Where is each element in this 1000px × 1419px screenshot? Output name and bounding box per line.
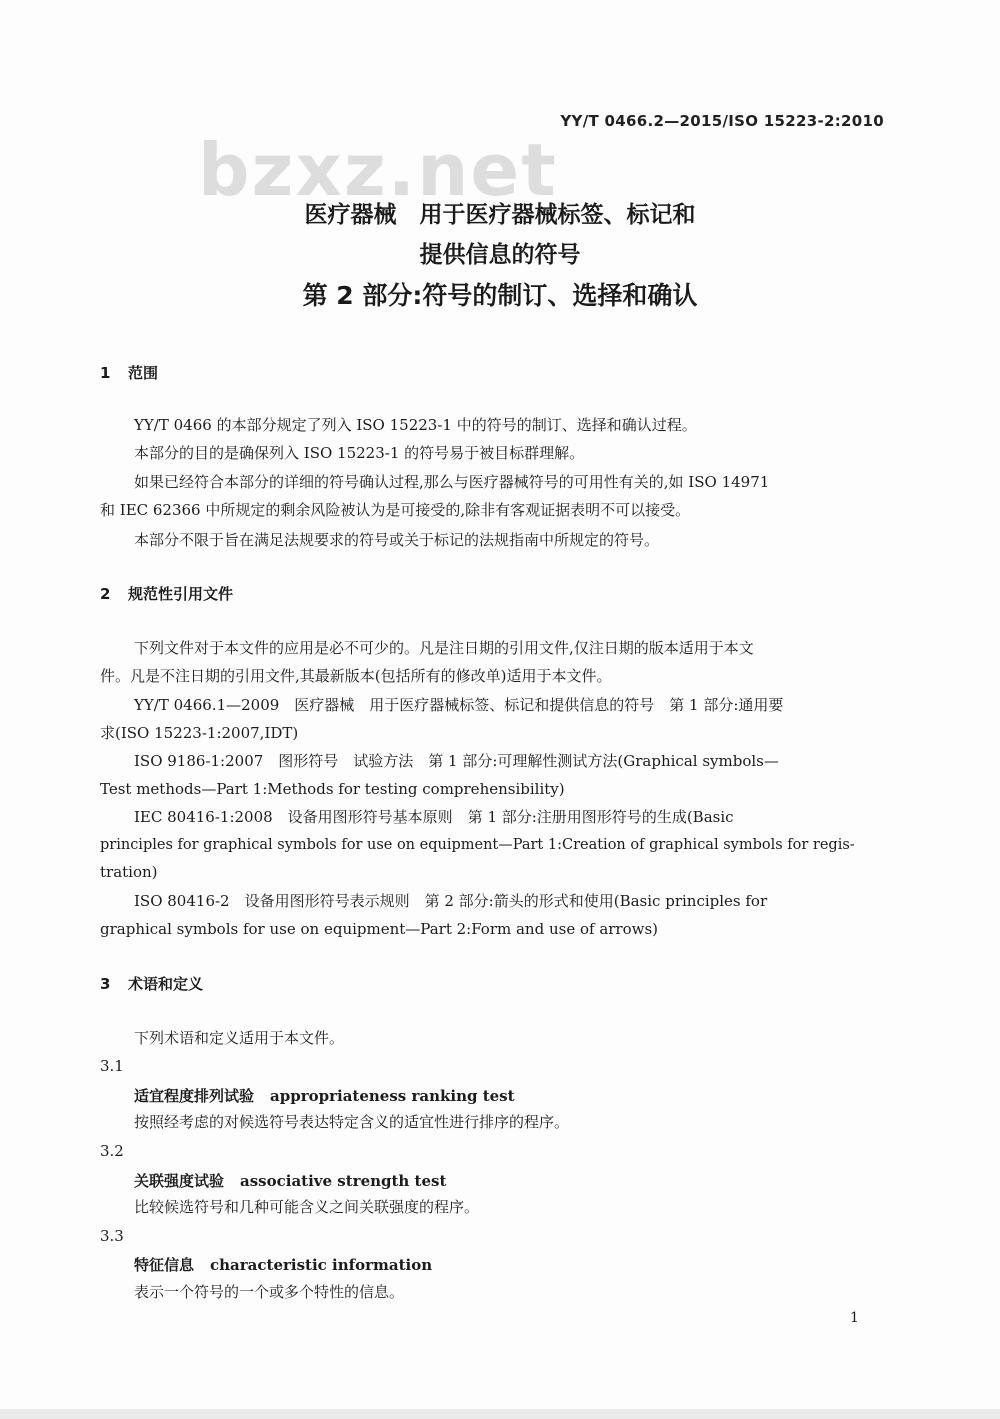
standard-code: YY/T 0466.2—2015/ISO 15223-2:2010: [560, 112, 884, 130]
term-en: associative strength test: [240, 1172, 447, 1190]
term-number: 3.3: [100, 1227, 124, 1245]
term-heading: [134, 1254, 432, 1275]
page-bottom-edge: [0, 1409, 1000, 1419]
term-heading: [134, 1085, 515, 1106]
title-line-2: 提供信息的符号: [419, 242, 581, 268]
paragraph-line: 本部分的目的是确保列入 ISO 15223-1 的符号易于被目标群理解。: [134, 444, 585, 462]
reference-line: graphical symbols for use on equipment—Part 2:Form and use of arrows): [100, 920, 659, 938]
term-definition: 比较候选符号和几种可能含义之间关联强度的程序。: [134, 1198, 480, 1216]
section-1-heading: [100, 362, 158, 383]
term-number: 3.2: [100, 1142, 124, 1160]
section-3-heading: [100, 973, 203, 994]
section-number: 3: [100, 975, 111, 993]
term-definition: 按照经考虑的对候选符号表达特定含义的适宜性进行排序的程序。: [134, 1113, 570, 1131]
paragraph-line: 和 IEC 62366 中所规定的剩余风险被认为是可接受的,除非有客观证据表明不可以接受。: [100, 501, 691, 519]
term-zh: 特征信息: [134, 1256, 195, 1274]
section-title: 术语和定义: [128, 975, 204, 993]
reference-line: Test methods—Part 1:Methods for testing comprehensibility): [100, 780, 565, 798]
watermark: bzxz.net: [198, 128, 558, 212]
page-number: 1: [850, 1310, 859, 1326]
title-line-3: 第 2 部分:符号的制订、选择和确认: [302, 281, 698, 310]
term-en: characteristic information: [210, 1256, 433, 1274]
reference-line: principles for graphical symbols for use on equipment—Part 1:Creation of graphical symbols for regis-: [100, 837, 855, 853]
reference-line: ISO 80416-2 设备用图形符号表示规则 第 2 部分:箭头的形式和使用(Basic principles for: [134, 892, 768, 910]
paragraph-line: 下列文件对于本文件的应用是必不可少的。凡是注日期的引用文件,仅注日期的版本适用于本文: [134, 639, 754, 657]
section-2-heading: [100, 583, 233, 604]
reference-line: YY/T 0466.1—2009 医疗器械 用于医疗器械标签、标记和提供信息的符号 第 1 部分:通用要: [134, 696, 784, 714]
term-en: appropriateness ranking test: [270, 1087, 515, 1105]
section-title: 规范性引用文件: [128, 585, 234, 603]
term-heading: [134, 1170, 446, 1191]
paragraph-line: 如果已经符合本部分的详细的符号确认过程,那么与医疗器械符号的可用性有关的,如 ISO 14971: [134, 473, 770, 491]
term-definition: 表示一个符号的一个或多个特性的信息。: [134, 1283, 405, 1301]
paragraph-line: 下列术语和定义适用于本文件。: [134, 1029, 345, 1047]
reference-line: ISO 9186-1:2007 图形符号 试验方法 第 1 部分:可理解性测试方法(Graphical symbols—: [134, 752, 779, 770]
paragraph-line: YY/T 0466 的本部分规定了列入 ISO 15223-1 中的符号的制订、选择和确认过程。: [134, 416, 697, 434]
paragraph-line: 本部分不限于旨在满足法规要求的符号或关于标记的法规指南中所规定的符号。: [134, 531, 660, 549]
term-zh: 关联强度试验: [134, 1172, 225, 1190]
paragraph-line: 件。凡是不注日期的引用文件,其最新版本(包括所有的修改单)适用于本文件。: [100, 667, 612, 685]
reference-line: IEC 80416-1:2008 设备用图形符号基本原则 第 1 部分:注册用图形符号的生成(Basic: [134, 808, 734, 826]
title-line-1: 医疗器械 用于医疗器械标签、标记和: [304, 202, 696, 228]
section-number: 2: [100, 585, 111, 603]
term-zh: 适宜程度排列试验: [134, 1087, 255, 1105]
section-title: 范围: [128, 364, 159, 382]
reference-line: tration): [100, 863, 158, 881]
section-number: 1: [100, 364, 111, 382]
term-number: 3.1: [100, 1057, 124, 1075]
reference-line: 求(ISO 15223-1:2007,IDT): [100, 724, 299, 742]
